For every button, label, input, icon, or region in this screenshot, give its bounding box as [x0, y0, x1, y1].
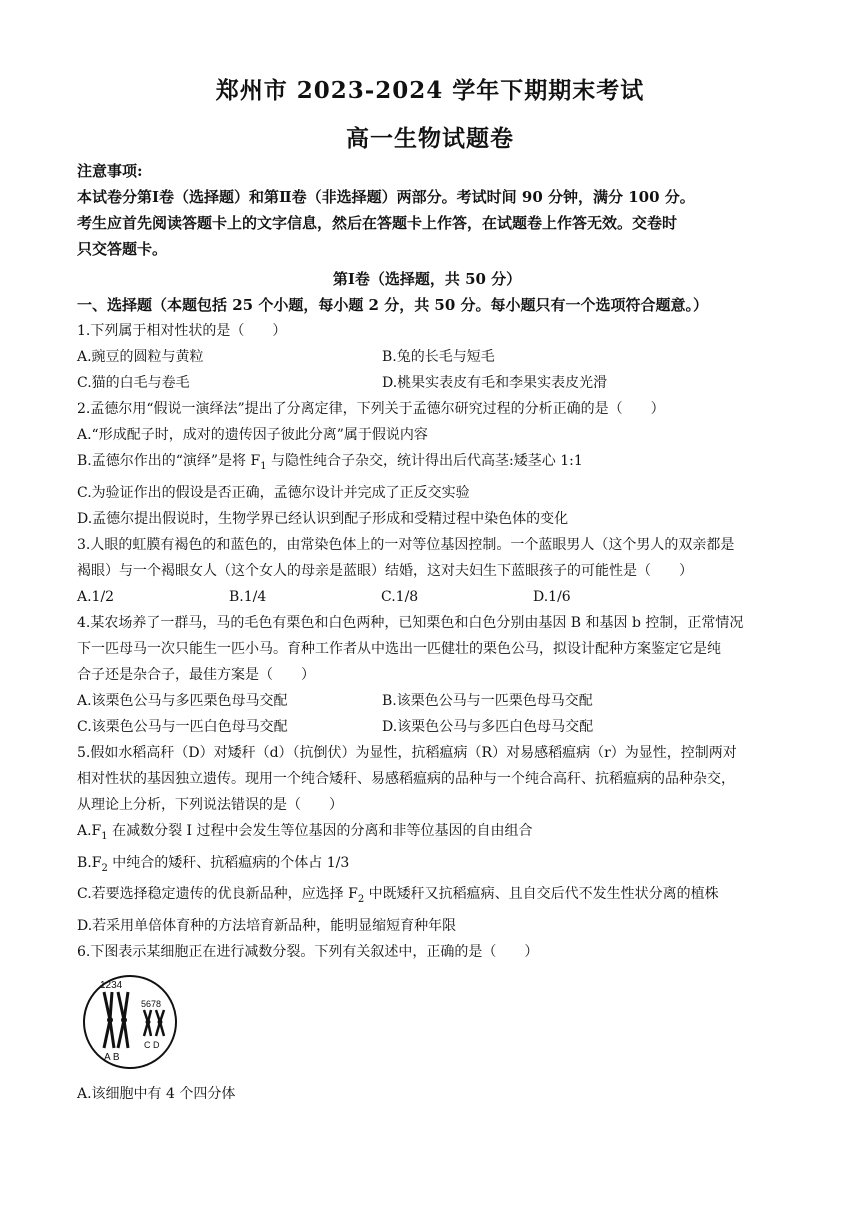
- notice-line-2: 考生应首先阅读答题卡上的文字信息，然后在答题卡上作答，在试题卷上作答无效。交卷时: [77, 214, 678, 232]
- q3-option-c: C.1/8: [381, 588, 419, 605]
- centromere-d: [158, 1020, 163, 1025]
- notice-line-1: 本试卷分第Ⅰ卷（选择题）和第Ⅱ卷（非选择题）两部分。考试时间 90 分钟，满分 100 分。: [77, 188, 695, 206]
- q4-stem-line3: 合子还是杂合子，最佳方案是（ ）: [77, 666, 315, 683]
- q2-option-a: A.“形成配子时，成对的遗传因子彼此分离”属于假说内容: [77, 427, 428, 443]
- notice-block: [77, 158, 777, 262]
- q1-options-row2: [77, 370, 777, 396]
- q1-option-a: A.豌豆的圆粒与黄粒: [77, 349, 204, 365]
- section-heading: 一、选择题（本题包括 25 个小题，每小题 2 分，共 50 分。每小题只有一个选项符合题意。）: [77, 296, 709, 314]
- centromere-c: [146, 1020, 151, 1025]
- q3-option-d: D.1/6: [533, 588, 571, 605]
- label-5678: 5678: [141, 999, 162, 1009]
- q2-option-c: C.为验证作出的假设是否正确，孟德尔设计并完成了正反交实验: [77, 484, 470, 501]
- cell-diagram: [78, 970, 188, 1070]
- centromere-b: [121, 1017, 127, 1023]
- q5-option-a: $A.F_1$ 在减数分裂 I 过程中会发生等位基因的分离和非等位基因的自由组合: [77, 822, 533, 842]
- q4-option-d: D.该栗色公马与多匹白色母马交配: [382, 718, 594, 735]
- questions-block: [77, 318, 777, 965]
- q3-option-a: A.1/2: [77, 588, 115, 605]
- q4-option-c: C.该栗色公马与一匹白色母马交配: [77, 718, 288, 735]
- q5-option-b: $B.F_2$ 中纯合的矮秆、抗稻瘟病的个体占 1/3: [77, 854, 350, 874]
- q4-options-row1: [77, 688, 777, 714]
- q4-option-b: B.该栗色公马与一匹栗色母马交配: [382, 692, 593, 709]
- q5-stem-line3: 从理论上分析，下列说法错误的是（ ）: [77, 796, 343, 813]
- q4-stem-line2: 下一匹母马一次只能生一匹小马。育种工作者从中选出一匹健壮的栗色公马，拟设计配种方案鉴定它是纯: [77, 640, 721, 657]
- q4-options-row2: [77, 714, 777, 740]
- q5-option-c: C.若要选择稳定遗传的优良新品种，应选择 $F_2$ 中既矮秆又抗稻瘟病、且自交后代不发生性状分离的植株: [77, 886, 719, 906]
- label-ab: A B: [104, 1052, 120, 1063]
- q6-stem: 6.下图表示某细胞正在进行减数分裂。下列有关叙述中，正确的是（ ）: [77, 944, 539, 961]
- part1-heading: 第Ⅰ卷（选择题，共 50 分）: [332, 270, 522, 288]
- exam-title: 郑州市 2023-2024 学年下期期末考试: [215, 77, 645, 104]
- q1-option-b: B.兔的长毛与短毛: [382, 349, 495, 365]
- q3-option-b: B.1/4: [229, 588, 267, 605]
- q1-option-c: C.猫的白毛与卷毛: [77, 375, 190, 391]
- q1-option-d: D.桃果实表皮有毛和李果实表皮光滑: [382, 375, 608, 391]
- q3-stem-line1: 3.人眼的虹膜有褐色的和蓝色的，由常染色体上的一对等位基因控制。一个蓝眼男人（这个男人的双亲都是: [77, 536, 735, 553]
- label-1234: 1234: [100, 980, 123, 991]
- q2-stem: 2.孟德尔用“假说一演绎法”提出了分离定律，下列关于孟德尔研究过程的分析正确的是（ ）: [77, 401, 665, 417]
- q2-option-b: B.孟德尔作出的“演绎”是将 $F_1$ 与隐性纯合子杂交，统计得出后代高茎:矮茎心 1:1: [77, 453, 583, 472]
- q1-stem: 1.下列属于相对性状的是（ ）: [77, 323, 287, 339]
- q4-option-a: A.该栗色公马与多匹栗色母马交配: [77, 692, 288, 709]
- cell-diagram-svg: [78, 970, 188, 1070]
- q4-stem-line1: 4.某农场养了一群马，马的毛色有栗色和白色两种，已知栗色和白色分别由基因 B 和基因 b 控制，正常情况: [77, 614, 744, 631]
- q6-option-a: A.该细胞中有 4 个四分体: [77, 1086, 236, 1102]
- q5-stem-line2: 相对性状的基因独立遗传。现用一个纯合矮秆、易感稻瘟病的品种与一个纯合高秆、抗稻瘟病的品种杂交，: [77, 770, 735, 787]
- notice-heading: 注意事项:: [77, 162, 143, 180]
- exam-subtitle: 高一生物试题卷: [346, 125, 514, 152]
- q5-stem-line1: 5.假如水稻高秆（D）对矮秆（d）（抗倒伏）为显性，抗稻瘟病（R）对易感稻瘟病（r）为显性，控制两对: [77, 744, 737, 761]
- q3-stem-line2: 褐眼）与一个褐眼女人（这个女人的母亲是蓝眼）结婚，这对夫妇生下蓝眼孩子的可能性是（ ）: [77, 562, 693, 579]
- notice-line-3: 只交答题卡。: [77, 240, 168, 258]
- centromere-a: [107, 1017, 113, 1023]
- label-cd: C D: [144, 1040, 160, 1050]
- q3-options: [77, 584, 777, 610]
- q1-options-row1: [77, 344, 777, 370]
- q2-option-d: D.孟德尔提出假说时，生物学界已经认识到配子形成和受精过程中染色体的变化: [77, 510, 569, 527]
- q5-option-d: D.若采用单倍体育种的方法培育新品种，能明显缩短育种年限: [77, 918, 457, 935]
